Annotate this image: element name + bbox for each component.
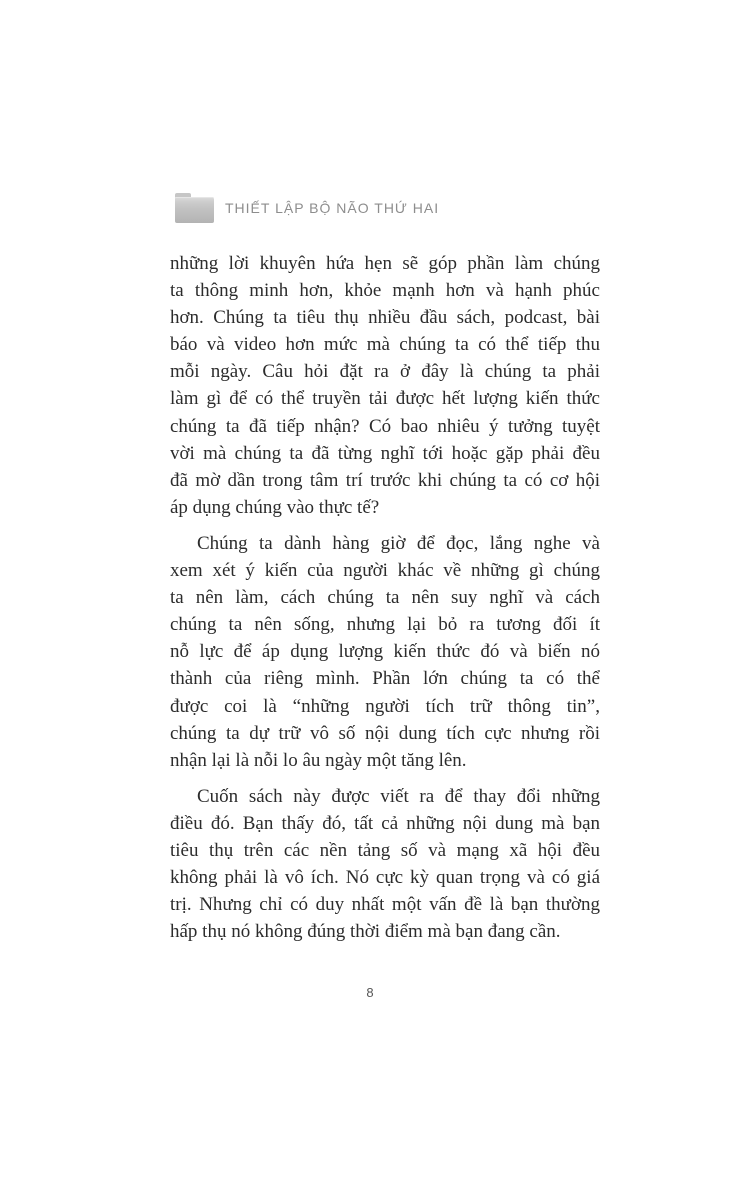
text-line: ta nên làm, cách chúng ta nên suy nghĩ và cách	[170, 587, 600, 609]
text-line: tiêu thụ trên các nền tảng số và mạng xã hội đều	[170, 839, 600, 861]
text-line: điều đó. Bạn thấy đó, tất cả những nội dung mà bạn	[170, 812, 600, 834]
text-line: nỗ lực để áp dụng lượng kiến thức đó và biến nó	[170, 641, 600, 663]
text-line: được coi là “những người tích trữ thông tin”,	[170, 695, 600, 717]
text-line: hơn. Chúng ta tiêu thụ nhiều đầu sách, podcast, bài	[170, 307, 600, 329]
text-line: Chúng ta dành hàng giờ để đọc, lắng nghe và	[197, 532, 600, 554]
paragraph	[170, 530, 600, 774]
text-line: đã mờ dần trong tâm trí trước khi chúng ta có cơ hội	[170, 469, 600, 491]
text-line: làm gì để có thể truyền tải được hết lượng kiến thức	[170, 388, 600, 410]
text-line: chúng ta dự trữ vô số nội dung tích cực nhưng rồi	[170, 722, 600, 744]
text-line: hấp thụ nó không đúng thời điểm mà bạn đang cần.	[170, 921, 561, 943]
text-line: vời mà chúng ta đã từng nghĩ tới hoặc gặp phải đều	[170, 442, 600, 464]
text-line: xem xét ý kiến của người khác về những gì chúng	[170, 560, 600, 582]
text-line: thành của riêng mình. Phần lớn chúng ta có thể	[170, 668, 600, 690]
folder-icon	[175, 193, 214, 223]
folder-icon-body	[175, 197, 214, 223]
text-line: báo và video hơn mức mà chúng ta có thể tiếp thu	[170, 334, 600, 356]
paragraph	[170, 783, 600, 946]
body-text	[170, 250, 600, 945]
text-line: mỗi ngày. Câu hỏi đặt ra ở đây là chúng ta phải	[170, 361, 600, 383]
page-number: 8	[366, 985, 374, 1000]
text-line: nhận lại là nỗi lo âu ngày một tăng lên.	[170, 749, 467, 771]
text-line: Cuốn sách này được viết ra để thay đổi những	[197, 785, 600, 807]
chapter-title: THIẾT LẬP BỘ NÃO THỨ HAI	[225, 200, 440, 216]
paragraph	[170, 250, 600, 521]
chapter-header	[175, 192, 439, 224]
text-line: trị. Nhưng chỉ có duy nhất một vấn đề là bạn thường	[170, 894, 600, 916]
text-line: chúng ta đã tiếp nhận? Có bao nhiêu ý tưởng tuyệt	[170, 415, 600, 437]
text-line: không phải là vô ích. Nó cực kỳ quan trọng và có giá	[170, 867, 600, 889]
text-line: những lời khuyên hứa hẹn sẽ góp phần làm chúng	[170, 253, 600, 274]
text-line: áp dụng chúng vào thực tế?	[170, 496, 380, 518]
text-line: ta thông minh hơn, khỏe mạnh hơn và hạnh phúc	[170, 280, 600, 302]
text-line: chúng ta nên sống, nhưng lại bỏ ra tương đối ít	[170, 614, 600, 636]
